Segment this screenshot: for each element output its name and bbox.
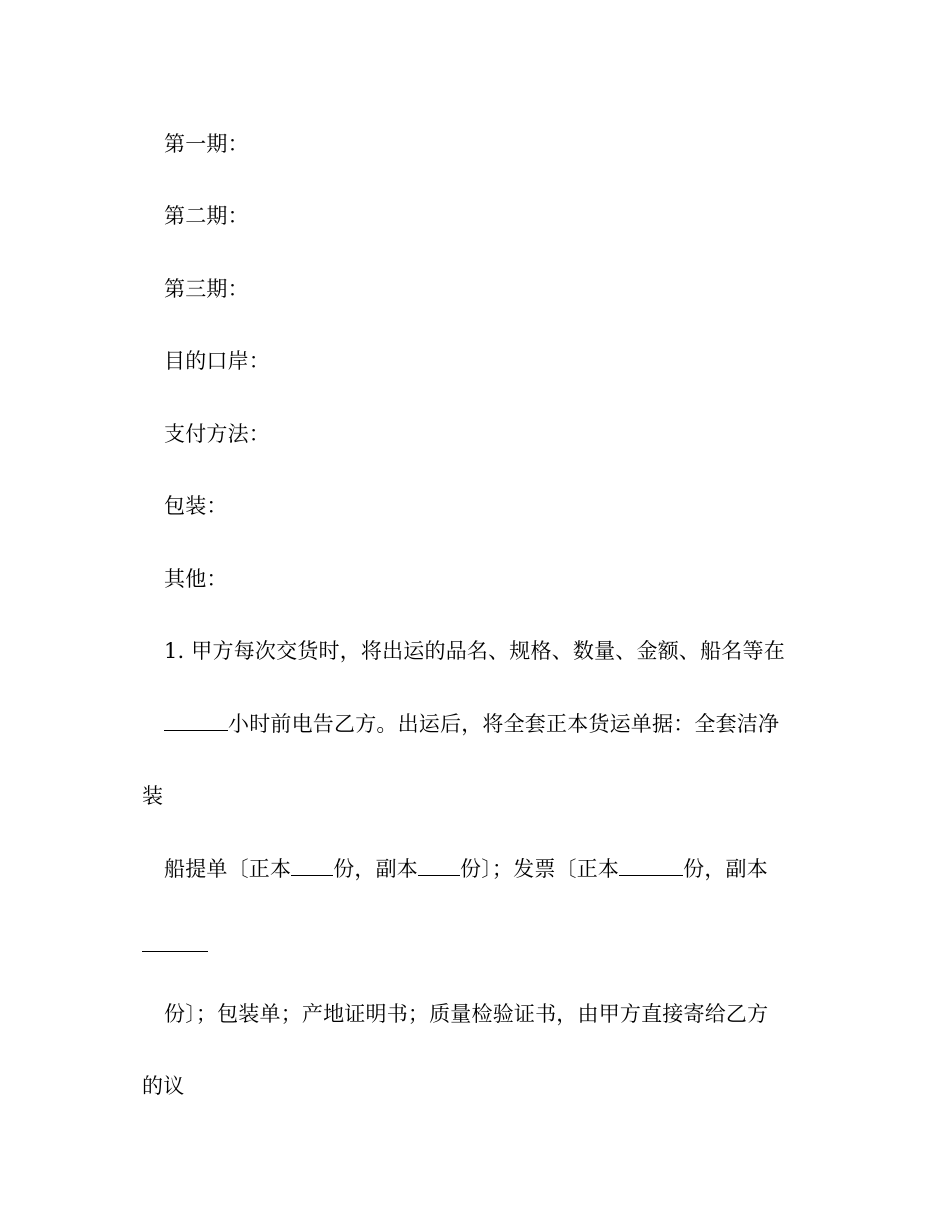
bl-text-a: 船提单〔正本 bbox=[164, 857, 292, 881]
bl-text-b: 份，副本 bbox=[333, 857, 419, 881]
doc-line-installment-2: 第二期： bbox=[164, 204, 249, 228]
bl-text-d: 份，副本 bbox=[683, 857, 768, 881]
doc-line-clause-1: 1. 甲方每次交货时，将出运的品名、规格、数量、金额、船名等在 bbox=[164, 639, 785, 663]
fill-blank-invoice-original bbox=[619, 857, 683, 876]
fill-blank-hours bbox=[164, 712, 228, 731]
doc-line-destination-port: 目的口岸： bbox=[164, 349, 270, 373]
fill-blank-invoice-copy bbox=[142, 950, 208, 952]
doc-line-payment-method: 支付方法： bbox=[164, 422, 270, 446]
doc-line-documents: 份〕；包装单；产地证明书；质量检验证书，由甲方直接寄给乙方 bbox=[164, 1002, 769, 1026]
doc-line-installment-1: 第一期： bbox=[164, 132, 249, 156]
fill-blank-bl-copy bbox=[418, 857, 460, 876]
bl-text-c: 份〕；发票〔正本 bbox=[460, 857, 620, 881]
doc-line-wrap-1: 装 bbox=[142, 784, 164, 808]
doc-line-packaging: 包装： bbox=[164, 494, 228, 518]
fill-blank-bl-original bbox=[291, 857, 333, 876]
doc-line-notice-text: 小时前电告乙方。出运后，将全套正本货运单据：全套洁净 bbox=[228, 712, 780, 736]
doc-line-bill-of-lading bbox=[164, 854, 768, 884]
doc-line-other: 其他： bbox=[164, 567, 228, 591]
doc-line-wrap-2: 的议 bbox=[142, 1074, 185, 1098]
doc-line-installment-3: 第三期： bbox=[164, 277, 249, 301]
doc-line-notice-hours bbox=[164, 709, 779, 739]
